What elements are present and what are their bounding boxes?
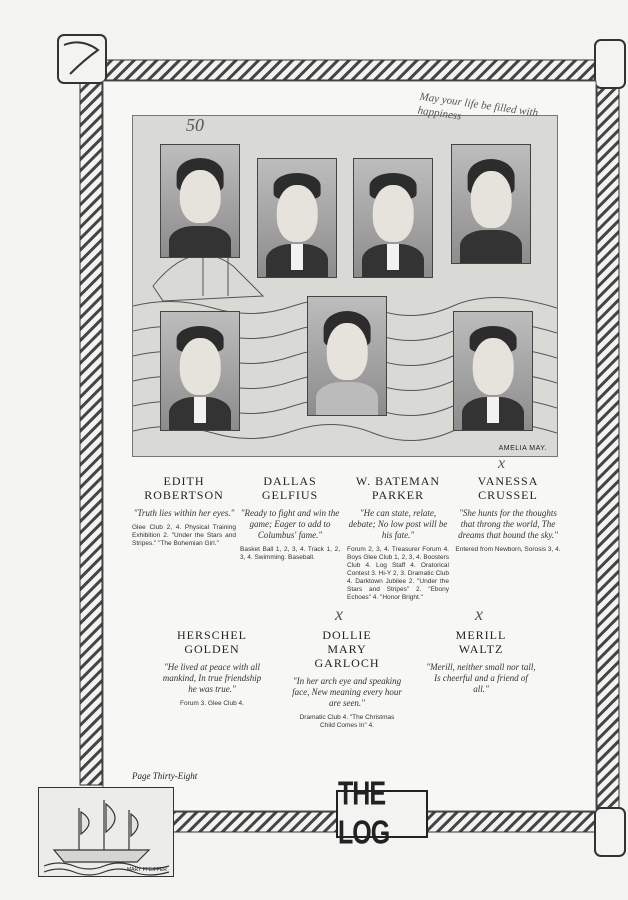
check-mark: x [498,455,506,472]
senior-name: W. BATEMAN [355,474,441,488]
senior-quote: "Ready to fight and win the game; Eager to add to Columbus' fame." [240,508,340,540]
publication-title: THE LOG [338,774,390,852]
ship-illustration [38,787,174,877]
portrait-herschel-golden [160,311,240,431]
portrait-w-bateman-parker [353,158,433,278]
senior-name: MERILL [455,628,507,642]
senior-name: GELFIUS [261,488,319,502]
senior-entry [426,628,536,695]
senior-name: EDITH [163,474,205,488]
senior-name: HERSCHEL [176,628,247,642]
senior-name: WALTZ [458,642,504,656]
senior-quote: "He lived at peace with all mankind, In true friendship he was true." [162,662,262,694]
senior-activities: Glee Club 2, 4. Physical Training Exhibition 2. "Under the Stars and Stripes." "The Bohemian Girl." [132,524,236,547]
senior-name: ROBERTSON [144,488,224,502]
senior-quote: "He can state, relate, debate; No low post will be his fate." [348,508,448,540]
senior-entry [158,628,266,708]
handwritten-note: May your life be filled with happiness [416,90,539,123]
senior-name: DALLAS [263,474,317,488]
portrait-edith-robertson [160,144,240,258]
senior-name: CRUSSEL [478,488,538,502]
check-mark: x [475,604,483,624]
portrait-merill-waltz [453,311,533,431]
artist-credit: AMELIA MAY. [498,445,547,452]
handwritten-number: 50 [186,115,204,135]
senior-entry [455,474,561,554]
photo-panel [132,115,558,457]
portrait-dallas-gelfius [257,158,337,278]
senior-entry [132,474,236,548]
senior-activities: Forum 2, 3, 4. Treasurer Forum 4. Boys Glee Club 1, 2, 3, 4. Boosters Club 4. Log Staff 4. Oratorical Contest 3. Hi-Y 2, 3. Dramatic Club 4. Darktown Jubilee 2. "Under the Stars and Stripes" 2. "Ebony Echoes" 4. "Honor Bright." [347,546,449,601]
page-number: Page Thirty-Eight [132,771,198,781]
senior-entry [240,474,340,562]
senior-name: DOLLIE [322,628,372,642]
senior-quote: "In her arch eye and speaking face, New meaning every hour are seen." [292,676,402,708]
senior-name: GOLDEN [184,642,240,656]
portrait-dollie-mary-garloch [307,296,387,416]
senior-activities: Dramatic Club 4. "The Christmas Child Comes In" 4. [299,714,395,729]
senior-activities: Forum 3. Glee Club 4. [180,700,244,707]
portrait-vanessa-crussel [451,144,531,264]
log-logo [336,774,428,852]
senior-quote: "Merill, neither small nor tall, Is cheerful and a friend of all." [426,662,536,694]
senior-quote: "Truth lies within her eyes." [133,508,235,518]
senior-name: PARKER [371,488,425,502]
senior-activities: Basket Ball 1, 2, 3, 4. Track 1, 2, 3, 4. Swimming. Baseball. [240,546,340,561]
senior-name: VANESSA [477,474,539,488]
senior-entry [292,628,402,730]
ship-icon [39,788,173,876]
check-mark: x [335,604,343,624]
senior-name: MARY [327,642,367,656]
ship-credit: MARY PFEIFFER [127,867,167,873]
senior-entry [347,474,449,602]
senior-quote: "She hunts for the thoughts that throng the world, The dreams that bound the sky." [458,508,558,540]
senior-activities: Entered from Newborn, Sorosis 3, 4. [455,546,561,553]
senior-name: GARLOCH [314,656,380,670]
